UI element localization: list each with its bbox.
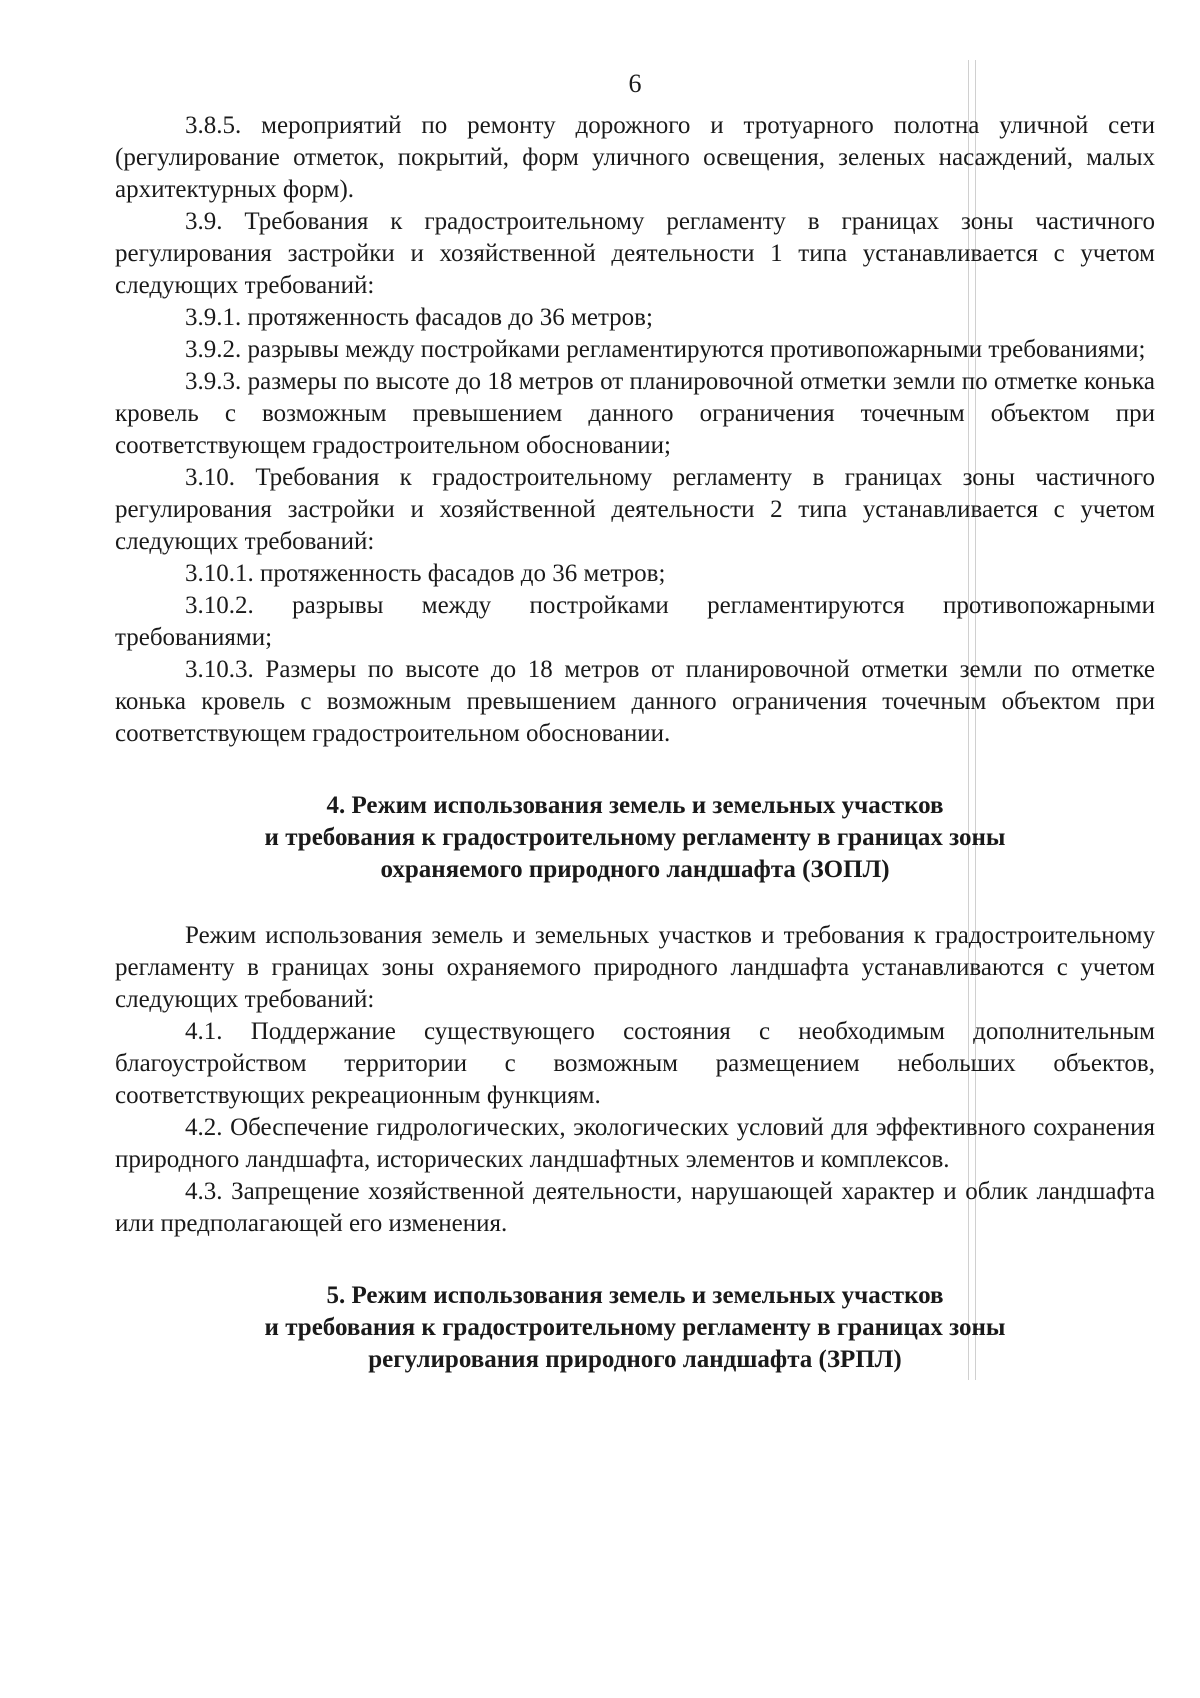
paragraph-3-9-3: 3.9.3. размеры по высоте до 18 метров от планировочной отметки земли по отметке конька кровель с возможным превышением данного ограничения точечным объектом при соответствующем градостроительном обосновании; xyxy=(115,368,1155,459)
section-5-heading-line: и требования к градостроительному регламенту в границах зоны xyxy=(264,1314,1006,1341)
section-5-heading xyxy=(115,1280,1155,1376)
section-3-body xyxy=(115,110,1155,750)
page-number: 6 xyxy=(628,69,642,98)
paragraph-3-10-2: 3.10.2. разрывы между постройками регламентируются противопожарными требованиями; xyxy=(115,592,1155,651)
section-5-heading-line: 5. Режим использования земель и земельных участков xyxy=(326,1282,944,1309)
paragraph-3-9: 3.9. Требования к градостроительному регламенту в границах зоны частичного регулирования застройки и хозяйственной деятельности 1 типа устанавливается с учетом следующих требований: xyxy=(115,208,1155,299)
paragraph-3-8-5: 3.8.5. мероприятий по ремонту дорожного и тротуарного полотна уличной сети (регулирование отметок, покрытий, форм уличного освещения, зеленых насаждений, малых архитектурных форм). xyxy=(115,112,1155,203)
section-4-heading-line: и требования к градостроительному регламенту в границах зоны xyxy=(264,824,1006,851)
paragraph-4-intro: Режим использования земель и земельных участков и требования к градостроительному регламенту в границах зоны охраняемого природного ландшафта устанавливаются с учетом следующих требований: xyxy=(115,922,1155,1013)
section-4-heading-line: 4. Режим использования земель и земельных участков xyxy=(326,792,944,819)
section-5-heading-line: регулирования природного ландшафта (ЗРПЛ) xyxy=(368,1346,902,1373)
section-4-heading xyxy=(115,790,1155,886)
section-4-body xyxy=(115,920,1155,1240)
section-4-heading-line: охраняемого природного ландшафта (ЗОПЛ) xyxy=(380,856,890,883)
document-page xyxy=(115,62,1155,1410)
paragraph-3-9-1: 3.9.1. протяженность фасадов до 36 метров; xyxy=(185,304,653,331)
paragraph-3-10-3: 3.10.3. Размеры по высоте до 18 метров от планировочной отметки земли по отметке конька кровель с возможным превышением данного ограничения точечным объектом при соответствующем градостроительном обосновании. xyxy=(115,656,1155,747)
paragraph-4-1: 4.1. Поддержание существующего состояния с необходимым дополнительным благоустройством территории с возможным размещением небольших объектов, соответствующих рекреационным функциям. xyxy=(115,1018,1155,1109)
paragraph-3-9-2: 3.9.2. разрывы между постройками регламентируются противопожарными требованиями; xyxy=(185,336,1146,363)
paragraph-3-10: 3.10. Требования к градостроительному регламенту в границах зоны частичного регулирования застройки и хозяйственной деятельности 2 типа устанавливается с учетом следующих требований: xyxy=(115,464,1155,555)
paragraph-3-10-1: 3.10.1. протяженность фасадов до 36 метров; xyxy=(185,560,666,587)
paragraph-4-2: 4.2. Обеспечение гидрологических, экологических условий для эффективного сохранения природного ландшафта, исторических ландшафтных элементов и комплексов. xyxy=(115,1114,1155,1173)
paragraph-4-3: 4.3. Запрещение хозяйственной деятельности, нарушающей характер и облик ландшафта или предполагающей его изменения. xyxy=(115,1178,1155,1237)
